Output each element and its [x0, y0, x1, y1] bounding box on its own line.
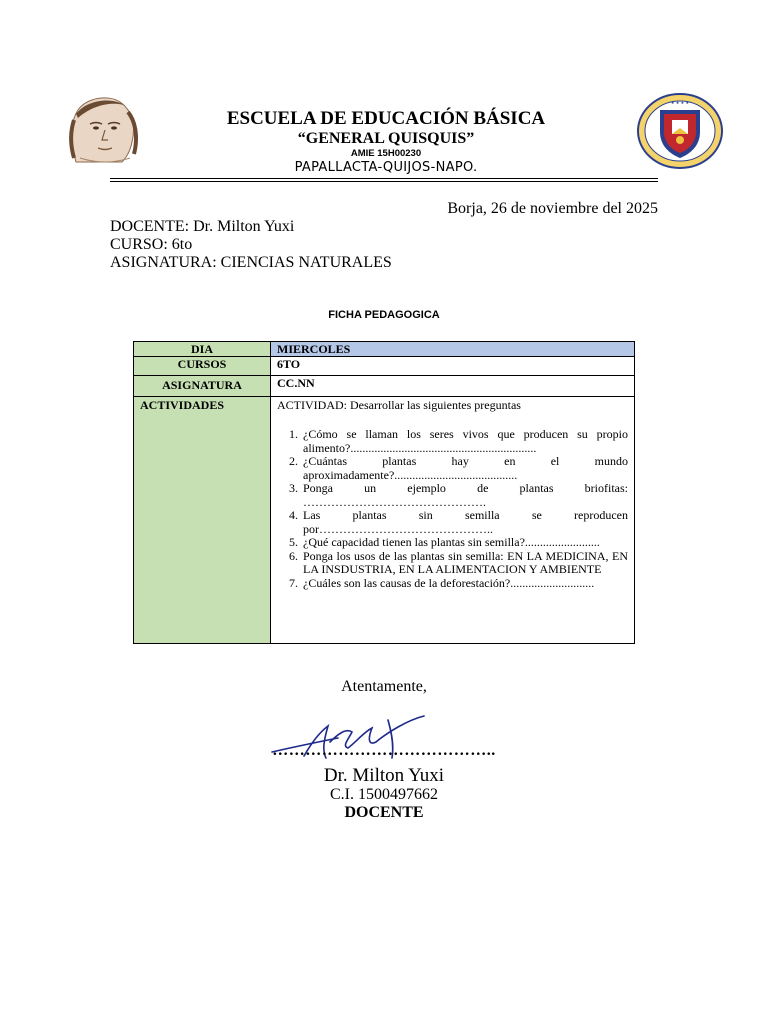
svg-text:★ ★ ★ ★: ★ ★ ★ ★ — [670, 100, 690, 105]
row-value-asignatura: CC.NN — [271, 376, 635, 397]
school-subtitle: “GENERAL QUISQUIS” — [297, 130, 475, 147]
table-row — [134, 357, 635, 376]
row-label-cursos: CURSOS — [134, 357, 271, 376]
document-date: Borja, 26 de noviembre del 2025 — [447, 200, 658, 217]
table-row — [134, 397, 635, 644]
school-name: ESCUELA DE EDUCACIÓN BÁSICA — [226, 108, 546, 129]
signer-id: C.I. 1500497662 — [330, 786, 438, 803]
subject-line: ASIGNATURA: CIENCIAS NATURALES — [110, 254, 392, 271]
signer-role: DOCENTE — [344, 804, 424, 821]
course-line: CURSO: 6to — [110, 236, 193, 253]
ficha-table — [133, 341, 635, 644]
question-item: 2. ¿Cuántas plantas hay en el mundo aproximadamente?......................................... — [301, 455, 628, 482]
ficha-title: FICHA PEDAGOGICA — [328, 309, 440, 321]
activity-instruction: ACTIVIDAD: Desarrollar las siguientes preguntas — [277, 398, 521, 412]
question-item: 6. Ponga los usos de las plantas sin semilla: EN LA MEDICINA, EN LA INSDUSTRIA, EN LA ALIMENTACION Y AMBIENTE — [301, 550, 628, 577]
header-rule-bottom — [110, 181, 658, 182]
row-value-dia: MIERCOLES — [271, 342, 635, 357]
question-item: 4. Las plantas sin semilla se reproducen por…………………………………….. — [301, 509, 628, 536]
row-label-dia: DIA — [134, 342, 271, 357]
question-item: 3. Ponga un ejemplo de plantas briofitas: ………………………………………. — [301, 482, 628, 509]
table-row — [134, 342, 635, 357]
question-item: 7. ¿Cuáles son las causas de la deforestación?............................ — [301, 577, 628, 591]
school-seal-logo — [636, 92, 724, 170]
row-label-asignatura: ASIGNATURA — [134, 376, 271, 397]
closing-text: Atentamente, — [341, 678, 427, 695]
signer-name: Dr. Milton Yuxi — [323, 765, 445, 786]
signature-line: ………………………………….. — [272, 742, 496, 759]
row-value-actividades — [271, 397, 635, 644]
school-location: PAPALLACTA-QUIJOS-NAPO. — [294, 160, 478, 175]
school-amie-code: AMIE 15H00230 — [350, 148, 422, 159]
question-item: 5. ¿Qué capacidad tienen las plantas sin semilla?......................... — [301, 536, 628, 550]
header-rule-top — [110, 178, 658, 179]
table-row — [134, 376, 635, 397]
row-value-cursos: 6TO — [271, 357, 635, 376]
question-item: 1. ¿Cómo se llaman los seres vivos que producen su propio alimento?.............................................................. — [301, 428, 628, 455]
row-label-actividades: ACTIVIDADES — [134, 397, 271, 644]
question-list — [277, 428, 628, 590]
teacher-line: DOCENTE: Dr. Milton Yuxi — [110, 218, 295, 235]
